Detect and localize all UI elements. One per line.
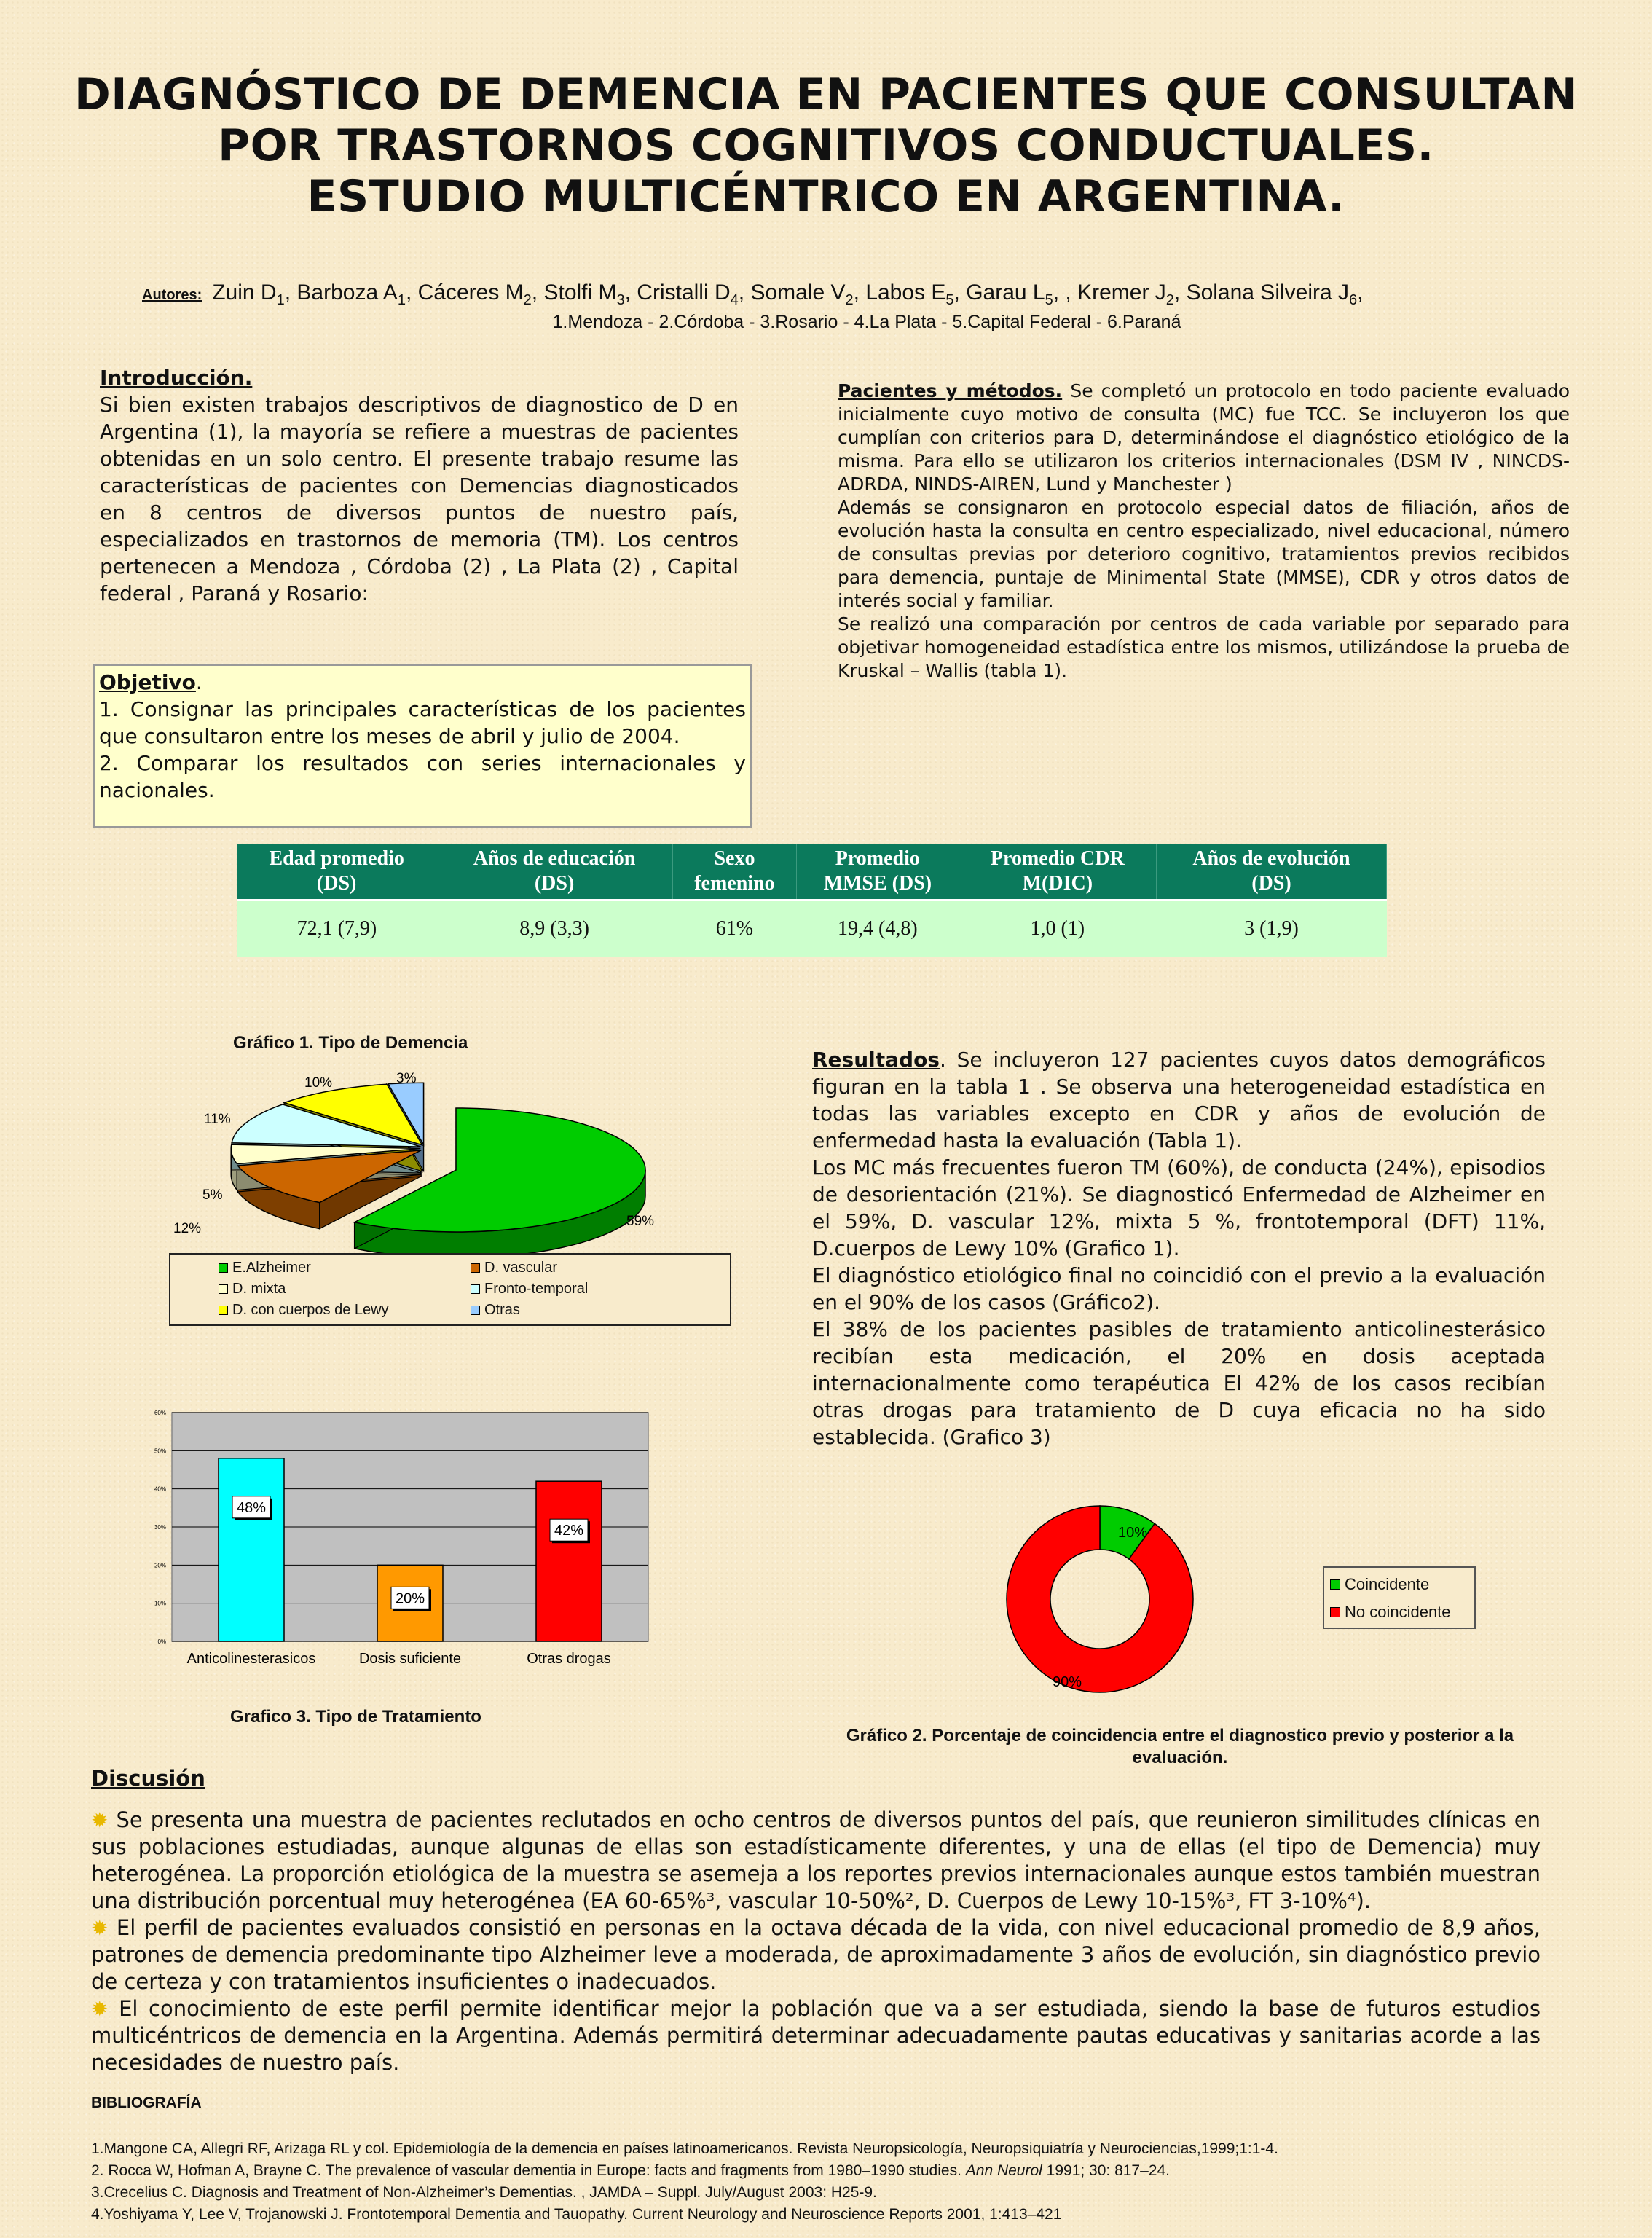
objective-item-2: 2. Comparar los resultados con series internacionales y nacionales.	[99, 751, 746, 802]
reference-3: 3.Crecelius C. Diagnosis and Treatment of Non-Alzheimer’s Dementias. , JAMDA – Suppl. July/August 2003: H25-9.	[91, 2184, 877, 2201]
author-name: Kremer $J_2$	[1077, 280, 1174, 308]
y-tick-label: 10%	[154, 1600, 166, 1607]
discussion-bullet-3: El conocimiento de este perfil permite identificar mejor la población que va a ser estudiada, siendo la base de futuros estudios multicéntricos de demencia en la Argentina. Además permitirá determinar adecuadamente pautas educativas y sanitarias acorde a las necesidades de nuestro país.	[91, 1996, 1541, 2075]
table-header-cell: Promedio MMSE (DS)	[797, 844, 959, 900]
results-p2: Los MC más frecuentes fueron TM (60%), de conducta (24%), episodios de desorientación (21%). Se diagnosticó Enfermedad de Alzheimer en el 59%, D. vascular 12%, mixta 5 %, frontotemporal (DFT) 11%, D.cuerpos de Lewy 10% (Grafico 1).	[812, 1155, 1546, 1260]
bar-data-label: 48%	[236, 1499, 267, 1516]
results-p4: El 38% de los pacientes pasibles de tratamiento anticolinesterásico recibían esta medicación, el 20% en dosis aceptada internacionalmente como terapéutica El 42% de los casos recibían otras drogas para tratamiento de D cuya eficacia no ha sido establecida. (Grafico 3)	[812, 1317, 1546, 1449]
legend-swatch	[471, 1263, 480, 1273]
pie-data-label: 3%	[396, 1071, 417, 1086]
y-tick-label: 50%	[154, 1448, 166, 1455]
authors-label: Autores:	[142, 287, 202, 303]
poster-title	[0, 69, 1652, 222]
table-row	[237, 900, 1387, 957]
title-line-1: DIAGNÓSTICO DE DEMENCIA EN PACIENTES QUE CONSULTAN	[74, 69, 1578, 120]
legend-item: Fronto-temporal	[471, 1279, 723, 1298]
x-tick-label: Dosis suficiente	[358, 1651, 462, 1667]
treatment-bar-chart	[138, 1408, 692, 1685]
bar-data-label: 20%	[395, 1590, 425, 1607]
table-header-cell: Edad promedio (DS)	[237, 844, 436, 900]
methods-p3: Se realizó una comparación por centros de cada variable por separado para objetivar homogeneidad estadística entre los mismos, utilizándose la prueba de Kruskal – Wallis (tabla 1).	[838, 613, 1570, 681]
bar	[219, 1458, 284, 1641]
methods-p2: Además se consignaron en protocolo especial datos de filiación, años de evolución hasta la consulta en centro especializado, nivel educacional, número de consultas previas por deterioro cognitivo, tratamientos previos recibidos para demencia, puntaje de Minimental State (MMSE), CDR y otros datos de interés social y familiar.	[838, 497, 1570, 611]
affiliations: 1.Mendoza - 2.Córdoba - 3.Rosario - 4.La Plata - 5.Capital Federal - 6.Paraná	[552, 312, 1181, 332]
legend-item: D. vascular	[471, 1258, 723, 1277]
results-section: Resultados. Se incluyeron 127 pacientes cuyos datos demográficos figuran en la tabla 1 . Se observa una heterogeneidad estadística en todas las variables excepto en CDR y años de evolución de enfermedad hasta la evaluación (Tabla 1). Los MC más frecuentes fueron TM (60%), de conducta (24%), episodios de desorientación (21%). Se diagnosticó Enfermedad de Alzheimer en el 59%, D. vascular 12%, mixta 5 %, frontotemporal (DFT) 11%, D.cuerpos de Lewy 10% (Grafico 1). El diagnóstico etiológico final no coincidió con el previo a la evaluación en el 90% de los casos (Gráfico2). El 38% de los pacientes pasibles de tratamiento anticolinesterásico recibían esta medicación, el 20% en dosis aceptada internacionalmente como terapéutica El 42% de los casos recibían otras drogas para tratamiento de D cuya eficacia no ha sido establecida. (Grafico 3)	[812, 1048, 1546, 1449]
authors-list: Zuin $D_1$, Barboza $A_1$, Cáceres $M_2$, Stolfi $M_3$, Cristalli $D_4$, Somale $V_2$, Labos $E_5$, Garau $L_5$, , Kremer $J_2$, Solana Silveira $J_6$,	[212, 280, 1364, 308]
author-name: Stolfi $M_3$	[543, 280, 625, 308]
y-tick-label: 30%	[154, 1524, 166, 1531]
title-line-3: ESTUDIO MULTICÉNTRICO EN ARGENTINA.	[307, 171, 1345, 222]
pie-data-label: 59%	[626, 1214, 655, 1229]
table-cell: 72,1 (7,9)	[237, 900, 436, 957]
author-name: Garau $L_5$	[966, 280, 1053, 308]
authors-line	[142, 280, 1363, 309]
discussion-bullet-1: Se presenta una muestra de pacientes reclutados en ocho centros de diversos puntos del país, que reunieron similitudes clínicas en sus poblaciones estudiadas, aunque algunas de ellas son estadísticamente diferentes, y una de ellas (el tipo de Demencia) muy heterogénea. La proporción etiológica de la muestra se asemeja a los reportes previos internacionales aunque estos también muestran una distribución porcentual muy heterogénea (EA 60-65%³, vascular 10-50%², D. Cuerpos de Lewy 10-15%³, FT 3-10%⁴).	[91, 1807, 1541, 1913]
author-name: Labos $E_5$	[865, 280, 954, 308]
methods-heading: Pacientes y métodos.	[838, 380, 1063, 401]
legend-swatch	[1330, 1579, 1340, 1590]
chart-3-title: Grafico 3. Tipo de Tratamiento	[230, 1707, 481, 1727]
title-line-2: POR TRASTORNOS COGNITIVOS CONDUCTUALES.	[218, 120, 1434, 171]
discussion-bullet-2: El perfil de pacientes evaluados consistió en personas en la octava década de la vida, con nivel educacional promedio de 8,9 años, patrones de demencia predominante tipo Alzheimer leve a moderada, de aproximadamente 3 años de evolución, sin diagnóstico previo de certeza y con tratamientos insuficientes o inadecuados.	[91, 1915, 1541, 1994]
table-cell: 19,4 (4,8)	[797, 900, 959, 957]
chart-2-title: Gráfico 2. Porcentaje de coincidencia entre el diagnostico previo y posterior a la evaluación.	[846, 1726, 1514, 1767]
coincidence-donut-chart	[998, 1501, 1216, 1697]
donut-slice	[1007, 1506, 1193, 1692]
y-tick-label: 20%	[154, 1562, 166, 1569]
discussion-heading: Discusión	[91, 1766, 205, 1791]
legend-item: No coincidente	[1330, 1598, 1468, 1626]
legend-swatch	[471, 1306, 480, 1315]
donut-data-label: 10%	[1118, 1525, 1148, 1541]
table-header-cell: Promedio CDR M(DIC)	[959, 844, 1156, 900]
results-heading: Resultados	[812, 1048, 940, 1072]
reference-2: 2. Rocca W, Hofman A, Brayne C. The prevalence of vascular dementia in Europe: facts and fragments from 1980–1990 studies. Ann Neurol 1991; 30: 817–24.	[91, 2162, 1170, 2179]
chart-2-legend	[1323, 1566, 1476, 1629]
pie-data-label: 12%	[173, 1221, 202, 1236]
author-name: Zuin $D_1$	[212, 280, 285, 308]
table-header-cell: Años de evolución (DS)	[1156, 844, 1386, 900]
bibliography-heading: BIBLIOGRAFÍA	[91, 2094, 202, 2111]
author-name: Cristalli $D_4$	[637, 280, 739, 308]
bullet-star-icon: ✹	[91, 1997, 109, 2021]
legend-item: D. mixta	[219, 1279, 471, 1298]
bullet-star-icon: ✹	[91, 1916, 109, 1940]
legend-swatch	[219, 1284, 228, 1294]
bar-data-label: 42%	[554, 1523, 584, 1539]
legend-swatch	[219, 1306, 228, 1315]
pie-data-label: 10%	[304, 1075, 333, 1091]
introduction-section	[100, 364, 739, 607]
introduction-text: Si bien existen trabajos descriptivos de diagnostico de D en Argentina (1), la mayoría se refiere a muestras de pacientes obtenidas en un solo centro. El presente trabajo resume las características de pacientes con Demencias diagnosticados en 8 centros de diversos puntos de nuestro país, especializados en trastornos de memoria (TM). Los centros pertenecen a Mendoza , Córdoba (2) , La Plata (2) , Capital federal , Paraná y Rosario:	[100, 393, 739, 605]
pie-data-label: 11%	[204, 1112, 231, 1127]
legend-swatch	[219, 1263, 228, 1273]
table-header-row	[237, 844, 1387, 900]
objective-item-1: 1. Consignar las principales características de los pacientes que consultaron entre los meses de abril y julio de 2004.	[99, 697, 746, 748]
bibliography-list	[91, 2138, 1584, 2226]
results-p3: El diagnóstico etiológico final no coincidió con el previo a la evaluación en el 90% de los casos (Gráfico2).	[812, 1263, 1546, 1314]
legend-item: Coincidente	[1330, 1571, 1468, 1598]
author-name: Somale $V_2$	[750, 280, 854, 308]
x-tick-label: Anticolinesterasicos	[186, 1651, 316, 1667]
bar	[536, 1481, 602, 1641]
legend-item: E.Alzheimer	[219, 1258, 471, 1277]
table-cell: 61%	[672, 900, 796, 957]
introduction-heading: Introducción.	[100, 366, 253, 390]
table-header-cell: Sexo femenino	[672, 844, 796, 900]
reference-4: 4.Yoshiyama Y, Lee V, Trojanowski J. Frontotemporal Dementia and Tauopathy. Current Neurology and Neuroscience Reports 2001, 1:413–421	[91, 2206, 1062, 2223]
table-cell: 3 (1,9)	[1156, 900, 1386, 957]
author-name: Solana Silveira $J_6$	[1186, 280, 1358, 308]
chart-1-legend	[169, 1253, 731, 1326]
table-1	[237, 844, 1387, 957]
methods-section	[838, 380, 1570, 683]
legend-swatch	[471, 1284, 480, 1294]
legend-item: Otras	[471, 1300, 723, 1319]
bullet-star-icon: ✹	[91, 1808, 109, 1832]
objective-box: Objetivo. 1. Consignar las principales características de los pacientes que consultaron entre los meses de abril y julio de 2004. 2. Comparar los resultados con series internacionales y nacionales.	[93, 664, 752, 828]
pie-data-label: 5%	[202, 1187, 223, 1203]
y-tick-label: 60%	[154, 1410, 166, 1416]
table-cell: 8,9 (3,3)	[436, 900, 673, 957]
results-p1: Se incluyeron 127 pacientes cuyos datos demográficos figuran en la tabla 1 . Se observa una heterogeneidad estadística en todas las variables excepto en CDR y años de evolución de enfermedad hasta la evaluación (Tabla 1).	[812, 1048, 1546, 1153]
table-cell: 1,0 (1)	[959, 900, 1156, 957]
objective-heading: Objetivo	[99, 670, 196, 694]
author-name: Barboza $A_1$	[296, 280, 406, 308]
author-name: Cáceres $M_2$	[417, 280, 532, 308]
x-tick-label: Otras drogas	[527, 1651, 611, 1667]
legend-swatch	[1330, 1607, 1340, 1617]
reference-1: 1.Mangone CA, Allegri RF, Arizaga RL y col. Epidemiología de la demencia en países latinoamericanos. Revista Neuropsicología, Neuropsiquiatría y Neurociencias,1999;1:1-4.	[91, 2140, 1278, 2157]
methods-p1: Se completó un protocolo en todo paciente evaluado inicialmente cuyo motivo de consulta (MC) fue TCC. Se incluyeron los que cumplían con criterios para D, determinándose el diagnóstico etiológico de la misma. Para ello se utilizaron los criterios internacionales (DSM IV , NINCDS-ADRDA, NINDS-AIREN, Lund y Manchester )	[838, 380, 1570, 495]
y-tick-label: 0%	[157, 1638, 166, 1645]
table-header-cell: Años de educación (DS)	[436, 844, 673, 900]
legend-item: D. con cuerpos de Lewy	[219, 1300, 471, 1319]
y-tick-label: 40%	[154, 1485, 166, 1493]
discussion-section	[91, 1807, 1541, 2076]
chart-1-title: Gráfico 1. Tipo de Demencia	[233, 1033, 468, 1053]
donut-data-label: 90%	[1053, 1674, 1082, 1690]
